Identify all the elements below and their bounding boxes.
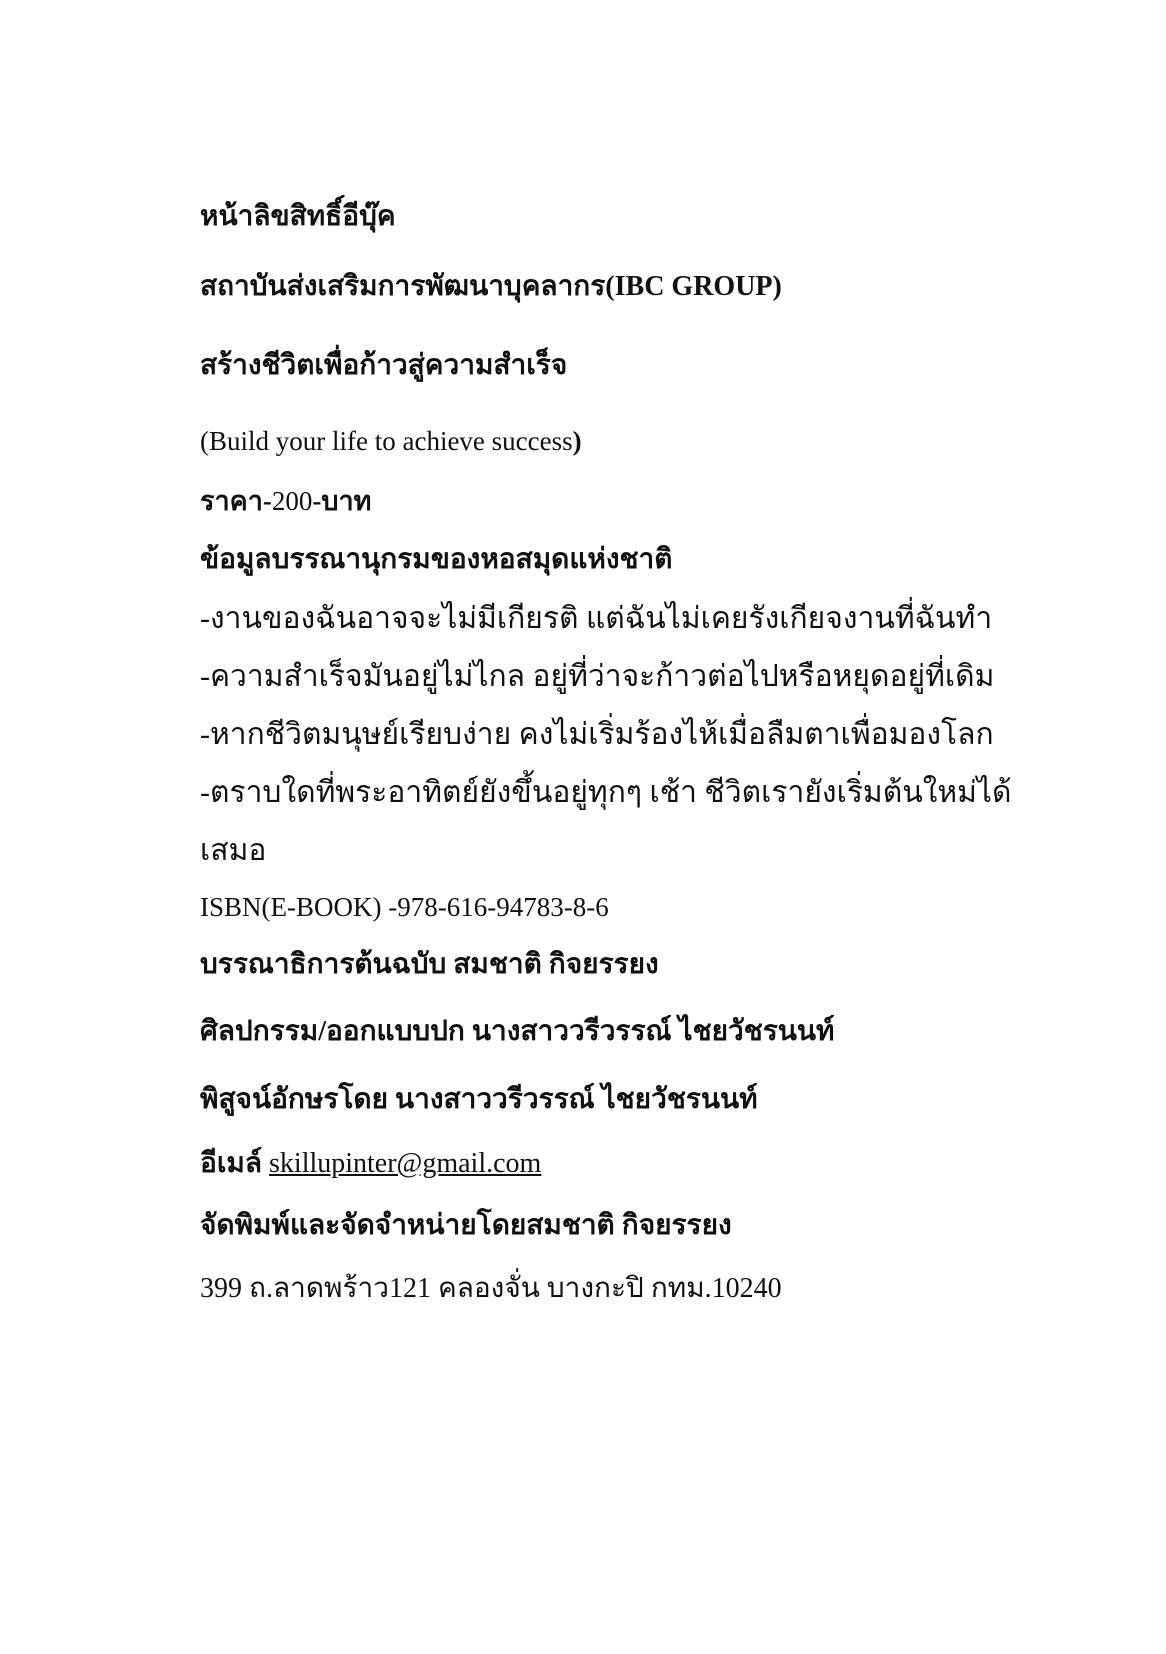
book-title-thai: สร้างชีวิตเพื่อก้าวสู่ความสำเร็จ	[200, 350, 568, 381]
book-title-english-close: )	[572, 426, 582, 456]
quote-line: -ความสำเร็จมันอยู่ไม่ไกล อยู่ที่ว่าจะก้าวต่อไปหรือหยุดอยู่ที่เดิม	[200, 660, 995, 693]
publisher-name: สถาบันส่งเสริมการพัฒนาบุคลากร(IBC GROUP)	[200, 271, 782, 302]
isbn: ISBN(E-BOOK) -978-616-94783-8-6	[200, 892, 609, 922]
page-heading: หน้าลิขสิทธิ์อีบุ๊ค	[200, 201, 396, 232]
email-label: อีเมล์	[200, 1148, 270, 1179]
price-unit: -บาท	[312, 486, 372, 516]
email-line	[200, 1150, 541, 1178]
quote-line: -หากชีวิตมนุษย์เรียบง่าย คงไม่เริ่มร้องไห้เมื่อลืมตาเพื่อมองโลก	[200, 718, 994, 751]
book-title-english-text: (Build your life to achieve success	[200, 426, 573, 456]
quote-line: เสมอ	[200, 834, 267, 867]
proofreader: พิสูจน์อักษรโดย นางสาววรีวรรณ์ ไชยวัชรนนท์	[200, 1084, 758, 1115]
distributor: จัดพิมพ์และจัดจำหน่ายโดยสมชาติ กิจยรรยง	[200, 1210, 732, 1241]
price-value: 200	[271, 486, 313, 516]
price-line	[200, 488, 371, 515]
email-link[interactable]: skillupinter@gmail.com	[269, 1148, 542, 1179]
quote-line: -ตราบใดที่พระอาทิตย์ยังขึ้นอยู่ทุกๆ เช้า ชีวิตเรายังเริ่มต้นใหม่ได้	[200, 776, 1012, 809]
editor: บรรณาธิการต้นฉบับ สมชาติ กิจยรรยง	[200, 949, 659, 980]
quote-line: -งานของฉันอาจจะไม่มีเกียรติ แต่ฉันไม่เคยรังเกียจงานที่ฉันทำ	[200, 602, 993, 635]
art-design: ศิลปกรรม/ออกแบบปก นางสาววรีวรรณ์ ไชยวัชรนนท์	[200, 1016, 835, 1047]
address: 399 ถ.ลาดพร้าว121 คลองจั่น บางกะปิ กทม.10240	[200, 1273, 782, 1304]
book-title-english	[200, 428, 582, 455]
catalog-heading: ข้อมูลบรรณานุกรมของหอสมุดแห่งชาติ	[200, 544, 673, 575]
price-label: ราคา-	[200, 486, 272, 516]
